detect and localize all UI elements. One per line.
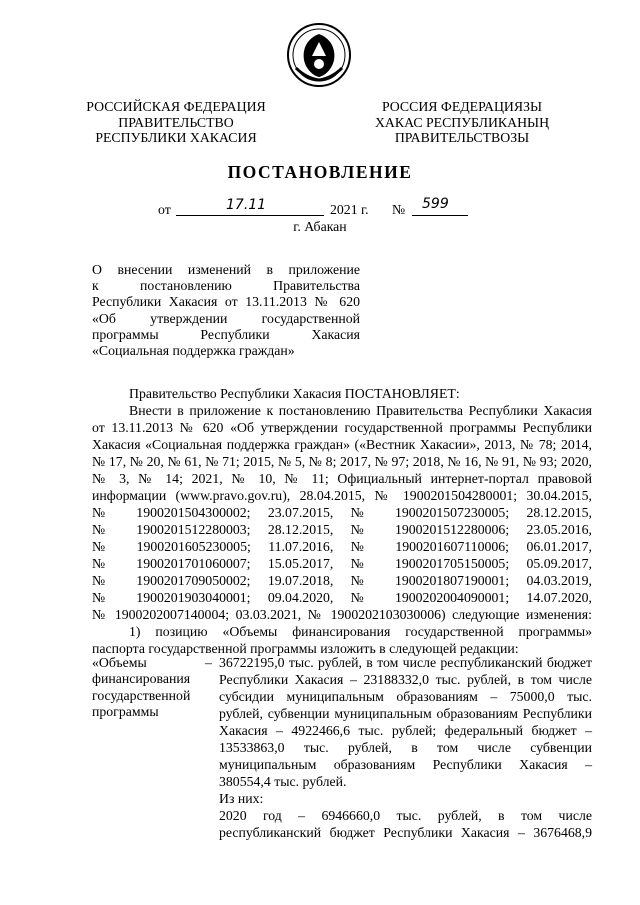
body-line: Правительство Республики Хакасия ПОСТАНОВЛЯЕТ: bbox=[129, 386, 460, 401]
handwritten-number: 599 bbox=[422, 196, 449, 212]
table-right-line: Из них: bbox=[219, 791, 264, 806]
city: г. Абакан bbox=[293, 219, 347, 234]
date-row bbox=[0, 196, 640, 220]
body-line: № 1900201605230005; 11.07.2016, № 1900201607110006; 06.01.2017, bbox=[92, 539, 592, 554]
coat-of-arms-emblem bbox=[286, 22, 352, 88]
subject-block bbox=[92, 262, 360, 359]
table-right-line: 2020 год – 6946660,0 тыс. рублей, в том числе bbox=[219, 808, 592, 823]
number-sign: № bbox=[392, 202, 406, 217]
table-right-line: 13533863,0 тыс. рублей, в том числе субвенции bbox=[219, 740, 592, 755]
table-left-column bbox=[92, 655, 207, 721]
table-left-line: государственной bbox=[92, 687, 191, 703]
body-line: № 1900201701060007; 15.05.2017, № 1900201705150005; 05.09.2017, bbox=[92, 556, 592, 571]
header-left-line: ПРАВИТЕЛЬСТВО bbox=[118, 114, 234, 130]
subject-line: «Об утверждении государственной bbox=[92, 310, 360, 326]
subject-line: «Социальная поддержка граждан» bbox=[92, 343, 295, 359]
subject-line: О внесении изменений в приложение bbox=[92, 262, 360, 277]
table-right-line: субсидии муниципальным образованиям – 75000,0 тыс. bbox=[219, 689, 592, 704]
body-line: Хакасия «Социальная поддержка граждан» («Вестник Хакасии», 2013, № 78; 2014, bbox=[92, 437, 592, 452]
body-line: паспорта государственной программы изложить в следующей редакции: bbox=[92, 641, 519, 656]
year-label: 2021 г. bbox=[330, 202, 369, 217]
body-line: № 17, № 20, № 61, № 71; 2015, № 5, № 8; 2017, № 97; 2018, № 16, № 91, № 93; 2020, bbox=[92, 454, 592, 469]
body-line: от 13.11.2013 № 620 «Об утверждении государственной программы Республики bbox=[92, 420, 592, 435]
body-line: № 1900201512280003; 28.12.2015, № 1900201512280006; 23.05.2016, bbox=[92, 522, 592, 537]
table-right-line: республиканский бюджет Республики Хакасия – 3676468,9 bbox=[219, 825, 592, 840]
table-right-line: рублей, субвенции муниципальным образованиям Республики bbox=[219, 706, 592, 721]
document-title: ПОСТАНОВЛЕНИЕ bbox=[227, 162, 413, 182]
table-dash: – bbox=[205, 655, 212, 670]
body-line: № 1900201504300002; 23.07.2015, № 1900201507230005; 28.12.2015, bbox=[92, 505, 592, 520]
body-line: Внести в приложение к постановлению Правительства Республики Хакасия bbox=[129, 403, 592, 418]
handwritten-date: 17.11 bbox=[226, 197, 267, 213]
header-left bbox=[72, 99, 280, 146]
subject-line: Республики Хакасия от 13.11.2013 № 620 bbox=[92, 294, 360, 310]
subject-line: программы Республики Хакасия bbox=[92, 326, 360, 342]
date-prefix: от bbox=[158, 202, 171, 217]
table-right-line: муниципальным образованиям Республики Хакасия – bbox=[219, 757, 592, 772]
table-left-line: финансирования bbox=[92, 671, 191, 687]
header-left-line: РОССИЙСКАЯ ФЕДЕРАЦИЯ bbox=[86, 99, 266, 114]
body-line: информации (www.pravo.gov.ru), 28.04.2015, № 1900201504280001; 30.04.2015, bbox=[92, 488, 592, 503]
header-right-line: ХАКАС РЕСПУБЛИКАНЫҢ bbox=[374, 114, 550, 130]
body-line: № 1900201709050002; 19.07.2018, № 1900201807190001; 04.03.2019, bbox=[92, 573, 592, 588]
header-right bbox=[358, 99, 566, 146]
subject-line: к постановлению Правительства bbox=[92, 278, 360, 294]
body-line: 1) позицию «Объемы финансирования государственной программы» bbox=[129, 624, 592, 639]
table-left-line: «Объемы bbox=[92, 655, 147, 670]
table-right-line: 380554,4 тыс. рублей. bbox=[219, 774, 347, 789]
header-right-line: ПРАВИТЕЛЬСТВОЗЫ bbox=[394, 130, 530, 145]
body-line: № 1900201903040001; 09.04.2020, № 1900202004090001; 14.07.2020, bbox=[92, 590, 592, 605]
table-left-line: программы bbox=[92, 704, 159, 720]
table-right-line: Хакасия – 4922466,6 тыс. рублей; федеральный бюджет – bbox=[219, 723, 592, 738]
body-line: № 1900202007140004; 03.03.2021, № 1900202103030006) следующие изменения: bbox=[92, 607, 592, 622]
table-right-line: Республики Хакасия – 23188332,0 тыс. рублей, в том числе bbox=[219, 672, 592, 687]
body-line: № 3, № 14; 2021, № 10, № 11; Официальный интернет-портал правовой bbox=[92, 471, 592, 486]
header-left-line: РЕСПУБЛИКИ ХАКАСИЯ bbox=[95, 130, 257, 145]
header-right-line: РОССИЯ ФЕДЕРАЦИЯЗЫ bbox=[381, 99, 543, 114]
table-right-line: 36722195,0 тыс. рублей, в том числе республиканский бюджет bbox=[219, 655, 592, 670]
